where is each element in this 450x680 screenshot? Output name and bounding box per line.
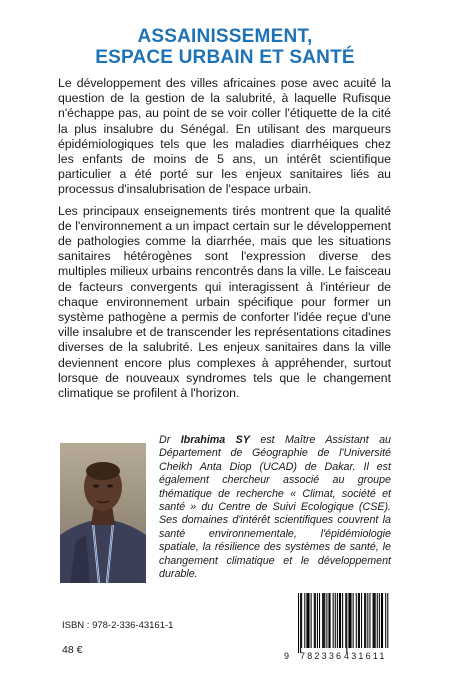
barcode-digit-group-2: 431611 [344, 651, 387, 661]
barcode [284, 593, 392, 665]
barcode-digit-group-1: 782336 [300, 651, 344, 661]
author-prefix: Dr [159, 434, 181, 446]
blurb-paragraph-2: Les principaux enseignements tirés montrent que la qualité de l'environnement a un impact certain sur le développement de pathologies comme la diarrhée, mais que les situations sanitaires hétérogènes sont l'expression diverse des multiples milieux urbains rencontrés dans la ville. Le faisceau de facteurs convergents qui interagissent à l'intérieur de chaque environnement urbain spécifique pour former un système pathogène a permis de conforter l'idée reçue d'une ville insalubre et de transcender les représentations citadines diverses de la salubrité. Les enjeux sanitaires dans la ville deviennent encore plus complexes à appréhender, surtout lorsque de nouveaux syndromes tels que le changement climatique se profilent à l'horizon. [58, 203, 391, 401]
back-cover-blurb [58, 76, 391, 407]
title-line-1: ASSAINISSEMENT, [137, 26, 313, 47]
barcode-digit-lead: 9 [284, 651, 290, 661]
author-bio [159, 434, 391, 581]
title-line-2: ESPACE URBAIN ET SANTÉ [95, 47, 355, 68]
author-portrait-image [60, 443, 146, 583]
book-title [0, 26, 450, 68]
price-label: 48 € [62, 644, 83, 656]
isbn-label: ISBN : 978-2-336-43161-1 [62, 620, 174, 631]
barcode-bars [288, 593, 392, 653]
author-photo [60, 443, 146, 583]
author-name: Ibrahima SY [180, 434, 250, 446]
author-bio-text: est Maître Assistant au Département de Géographie de l'Université Cheikh Anta Diop (UCAD) de Dakar. Il est également chercheur associé au groupe thématique de recherche « Climat, société et santé » du Centre de Suivi Ecologique (CSE). Ses domaines d'intérêt scientifiques couvrent la santé environnementale, l'épidémiologie spatiale, la résilience des systèmes de santé, le changement climatique et le développement durable. [159, 434, 392, 581]
blurb-paragraph-1: Le développement des villes africaines pose avec acuité la question de la gestion de la salubrité, à laquelle Rufisque n'échappe pas, au point de se voir coller l'étiquette de la cité la plus insalubre du Sénégal. En utilisant des marqueurs épidémiologiques tels que les maladies diarrhéiques chez les enfants de moins de 5 ans, un intérêt scientifique particulier a été porté sur les enjeux sanitaires liés au processus d'insalubrisation de l'espace urbain. [58, 76, 391, 197]
author-section [60, 434, 390, 582]
